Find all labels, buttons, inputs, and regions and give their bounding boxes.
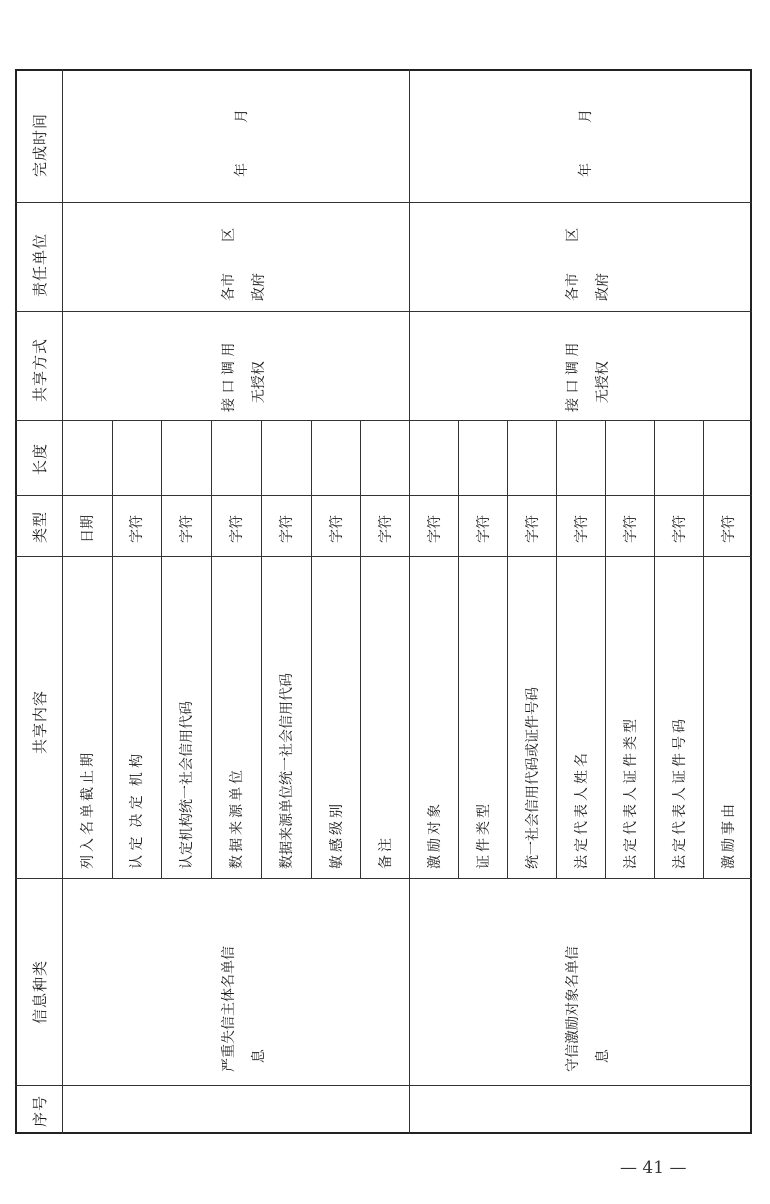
type-cell: 字符 [279,515,295,543]
content-cell: 认定机构统一社会信用代码 [179,701,195,869]
rule-type-content [15,556,752,557]
rule-length-type [15,495,752,496]
type-cell: 字符 [179,515,195,543]
rule-row [360,420,361,878]
info-type-cell: 严重失信主体名单信 息 [221,946,267,1072]
responsible-unit-cell: 各市 区 政府 [221,227,267,301]
content-cell: 数据来源单位 [229,767,245,869]
header-content: 共享内容 [31,689,49,754]
rule-row [703,420,704,878]
rule-row [654,420,655,878]
content-cell: 法定代表人证件类型 [623,716,639,869]
type-cell: 字符 [229,515,245,543]
rule-time-unit [15,202,752,203]
type-cell: 字符 [378,515,394,543]
type-cell: 字符 [476,515,492,543]
content-cell: 法定代表人证件号码 [672,716,688,869]
rule-row [311,420,312,878]
rule-row [605,420,606,878]
share-method-cell: 接 口 调 用 无授权 [221,342,267,412]
content-cell: 激励事由 [721,801,737,869]
content-cell: 备注 [378,835,394,869]
type-cell: 字符 [672,515,688,543]
content-cell: 证件类型 [476,801,492,869]
header-info-type: 信息种类 [31,959,49,1024]
type-cell: 日期 [80,515,96,543]
content-cell: 数据来源单位统一社会信用代码 [279,673,295,869]
header-completion-time: 完成时间 [31,112,49,177]
type-cell: 字符 [129,515,145,543]
rule-group-divider [409,69,410,1134]
content-cell: 统一社会信用代码或证件号码 [525,687,541,869]
type-cell: 字符 [623,515,639,543]
type-cell: 字符 [721,515,737,543]
data-sharing-table [15,69,752,1134]
rule-row [458,420,459,878]
completion-time-cell: 年 月 [578,108,594,177]
rule-row [261,420,262,878]
rule-row [556,420,557,878]
rule-header-col [62,69,63,1134]
type-cell: 字符 [427,515,443,543]
page-number: — 41 — [620,1158,687,1178]
table-border [15,69,752,1134]
content-cell: 法定代表人姓名 [574,750,590,869]
content-cell: 敏感级别 [329,801,345,869]
content-cell: 认 定 决 定 机 构 [129,753,145,869]
content-cell: 激励对象 [427,801,443,869]
type-cell: 字符 [525,515,541,543]
header-seq: 序号 [31,1094,49,1127]
rule-row [211,420,212,878]
header-share-method: 共享方式 [31,337,49,402]
info-type-cell: 守信激励对象名单信 息 [565,946,611,1072]
share-method-cell: 接 口 调 用 无授权 [565,342,611,412]
rule-row [112,420,113,878]
rule-content-info [15,878,752,879]
completion-time-cell: 年 月 [234,108,250,177]
header-type: 类型 [31,510,49,543]
responsible-unit-cell: 各市 区 政府 [565,227,611,301]
type-cell: 字符 [574,515,590,543]
header-responsible-unit: 责任单位 [31,232,49,297]
type-cell: 字符 [329,515,345,543]
rule-info-seq [15,1085,752,1086]
rule-method-length [15,420,752,421]
header-length: 长度 [31,442,49,475]
rule-row [507,420,508,878]
content-cell: 列入名单截止期 [80,750,96,869]
rule-unit-method [15,311,752,312]
rule-row [161,420,162,878]
